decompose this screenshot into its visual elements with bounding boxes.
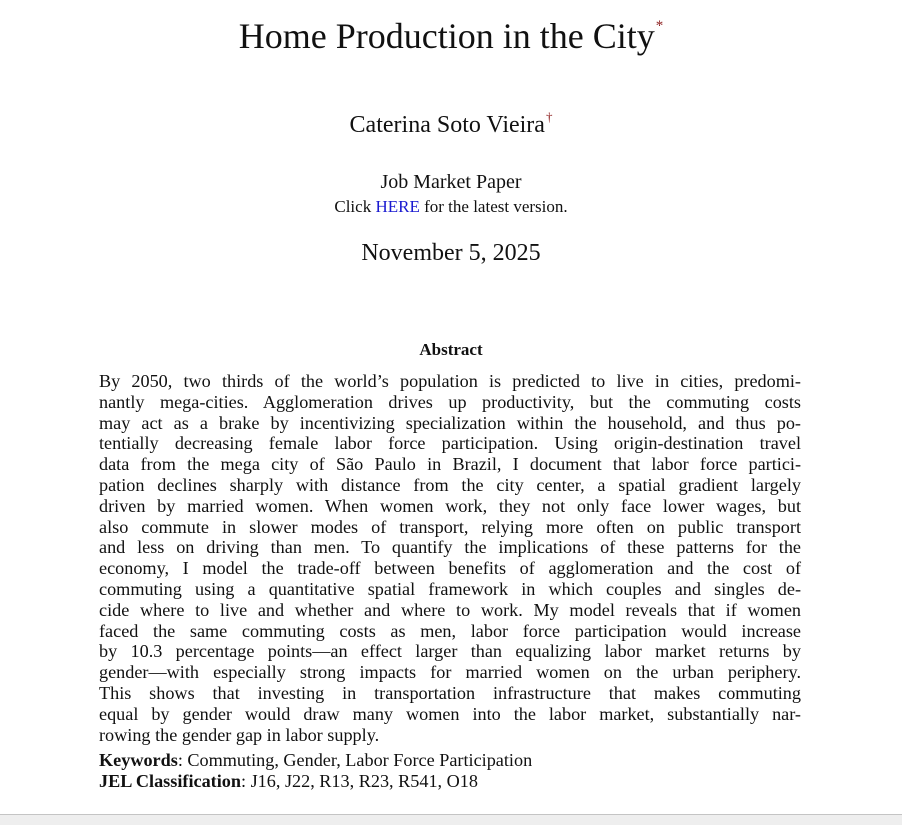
abstract-line: nantly mega-cities. Agglomeration drives up productivity, but the commuting costs [99, 391, 801, 412]
latest-version-link[interactable]: HERE [375, 197, 420, 216]
abstract-line: pation declines sharply with distance from the city center, a spatial gradient largely [99, 474, 801, 495]
abstract-line: and less on driving than men. To quantify the implications of these patterns for the [99, 537, 801, 558]
abstract-line: This shows that investing in transportation infrastructure that makes commuting [99, 682, 801, 703]
page-separator [0, 814, 902, 825]
abstract-line: economy, I model the trade-off between benefits of agglomeration and the cost of [99, 558, 801, 579]
abstract-line: rowing the gender gap in labor supply. [99, 724, 380, 745]
abstract-line: driven by married women. When women work, they not only face lower wages, but [99, 495, 801, 516]
abstract-line: may act as a brake by incentivizing specialization within the household, and thus po- [99, 412, 801, 433]
abstract-line: by 10.3 percentage points—an effect larger than equalizing labor market returns by [99, 641, 801, 662]
abstract-line: tentially decreasing female labor force participation. Using origin-destination travel [99, 433, 801, 454]
abstract-body [99, 371, 801, 745]
abstract-heading: Abstract [419, 340, 483, 359]
latest-version-line [0, 196, 902, 218]
jel-label: JEL Classification [99, 771, 241, 791]
keywords-value: : Commuting, Gender, Labor Force Participation [177, 750, 533, 770]
title-footnote-mark[interactable]: * [655, 18, 664, 34]
abstract-line: By 2050, two thirds of the world’s population is predicted to live in cities, predomi- [99, 371, 801, 391]
paper-date: November 5, 2025 [361, 240, 541, 266]
paper-type: Job Market Paper [380, 171, 522, 193]
abstract-line: cide where to live and whether and where to work. My model reveals that if women [99, 599, 801, 620]
abstract-line: data from the mega city of São Paulo in Brazil, I document that labor force partici- [99, 454, 801, 475]
abstract-line: faced the same commuting costs as men, labor force participation would increase [99, 620, 801, 641]
keywords-line [99, 750, 801, 771]
author-name: Caterina Soto Vieira [349, 112, 545, 138]
abstract-line: commuting using a quantitative spatial framework in which couples and singles de- [99, 578, 801, 599]
author [0, 102, 902, 140]
latest-version-suffix: for the latest version. [424, 197, 568, 216]
keywords-label: Keywords [99, 750, 178, 770]
paper-title [0, 4, 902, 58]
paper-metadata [99, 750, 801, 792]
latest-version-prefix: Click [334, 197, 372, 216]
paper-title-text: Home Production in the City [238, 16, 655, 56]
abstract-line: gender—with especially strong impacts for married women on the urban periphery. [99, 662, 801, 683]
abstract-line: also commute in slower modes of transport, relying more often on public transport [99, 516, 801, 537]
jel-line [99, 771, 801, 792]
abstract-line: equal by gender would draw many women into the labor market, substantially nar- [99, 703, 801, 724]
author-footnote-mark[interactable]: † [545, 109, 553, 124]
jel-value: : J16, J22, R13, R23, R541, O18 [240, 771, 478, 791]
